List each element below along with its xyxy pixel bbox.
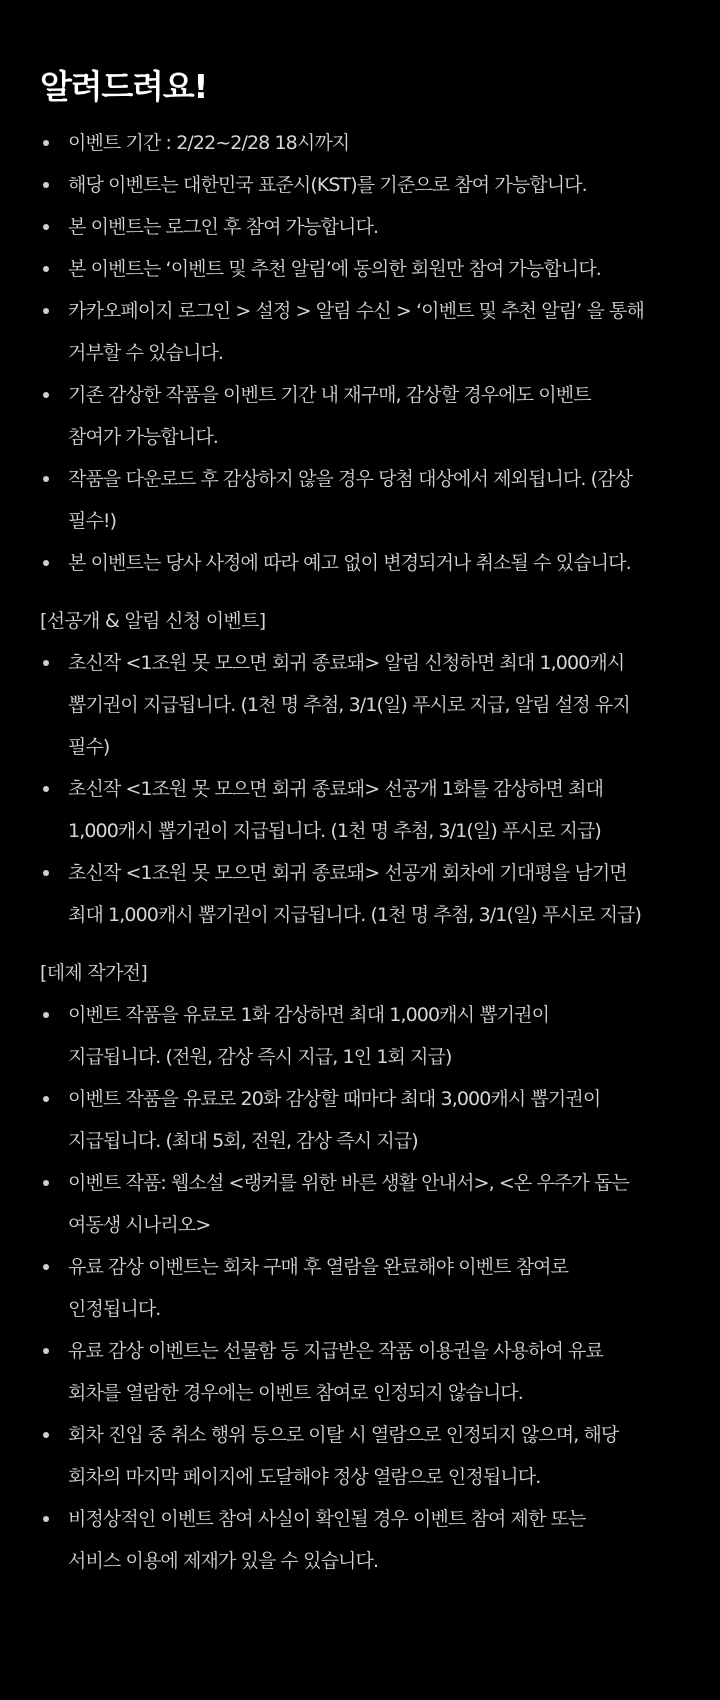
bullet-dot-icon: [43, 140, 49, 146]
list-item: [40, 1246, 680, 1330]
section-heading-author-event: [데제 작가전]: [40, 962, 148, 984]
list-item: [40, 206, 680, 248]
list-item: [40, 164, 680, 206]
list-item: [40, 1078, 680, 1162]
list-item-text: 비정상적인 이벤트 참여 사실이 확인될 경우 이벤트 참여 제한 또는 서비스 이용에 제재가 있을 수 있습니다.: [68, 1508, 586, 1572]
section-heading-preview-event: [선공개 & 알림 신청 이벤트]: [40, 610, 266, 632]
list-item-text: 이벤트 작품을 유료로 1화 감상하면 최대 1,000캐시 뽑기권이 지급됩니다. (전원, 감상 즉시 지급, 1인 1회 지급): [68, 1004, 550, 1068]
list-item: [40, 1414, 680, 1498]
bullet-dot-icon: [43, 182, 49, 188]
bullet-dot-icon: [43, 1516, 49, 1522]
list-item-text: 회차 진입 중 취소 행위 등으로 이탈 시 열람으로 인정되지 않으며, 해당 회차의 마지막 페이지에 도달해야 정상 열람으로 인정됩니다.: [68, 1424, 619, 1488]
bullet-dot-icon: [43, 476, 49, 482]
list-item: [40, 852, 680, 936]
list-item: [40, 642, 680, 768]
bullet-dot-icon: [43, 1264, 49, 1270]
bullet-dot-icon: [43, 1012, 49, 1018]
bullet-dot-icon: [43, 1432, 49, 1438]
list-item-text: 해당 이벤트는 대한민국 표준시(KST)를 기준으로 참여 가능합니다.: [68, 174, 587, 196]
bullet-dot-icon: [43, 266, 49, 272]
list-item-text: 이벤트 작품을 유료로 20화 감상할 때마다 최대 3,000캐시 뽑기권이 지급됩니다. (최대 5회, 전원, 감상 즉시 지급): [68, 1088, 601, 1152]
bullet-dot-icon: [43, 392, 49, 398]
list-item-text: 본 이벤트는 당사 사정에 따라 예고 없이 변경되거나 취소될 수 있습니다.: [68, 552, 631, 574]
bullet-dot-icon: [43, 224, 49, 230]
list-item-text: 유료 감상 이벤트는 회차 구매 후 열람을 완료해야 이벤트 참여로 인정됩니다.: [68, 1256, 569, 1320]
list-item: [40, 248, 680, 290]
author-event-list: [40, 994, 680, 1582]
bullet-dot-icon: [43, 560, 49, 566]
bullet-dot-icon: [43, 1180, 49, 1186]
list-item: [40, 290, 680, 374]
bullet-dot-icon: [43, 660, 49, 666]
list-item-text: 초신작 <1조원 못 모으면 회귀 종료돼> 선공개 1화를 감상하면 최대 1,000캐시 뽑기권이 지급됩니다. (1천 명 추첨, 3/1(일) 푸시로 지급): [68, 778, 604, 842]
list-item-text: 유료 감상 이벤트는 선물함 등 지급받은 작품 이용권을 사용하여 유료 회차를 열람한 경우에는 이벤트 참여로 인정되지 않습니다.: [68, 1340, 603, 1404]
list-item-text: 초신작 <1조원 못 모으면 회귀 종료돼> 알림 신청하면 최대 1,000캐시 뽑기권이 지급됩니다. (1천 명 추첨, 3/1(일) 푸시로 지급, 알림 설정 유지 필수): [68, 652, 630, 758]
list-item-text: 이벤트 기간 : 2/22~2/28 18시까지: [68, 132, 350, 154]
bullet-dot-icon: [43, 786, 49, 792]
bullet-dot-icon: [43, 1348, 49, 1354]
list-item-text: 카카오페이지 로그인 > 설정 > 알림 수신 > ‘이벤트 및 추천 알림’ 을 통해 거부할 수 있습니다.: [68, 300, 644, 364]
list-item: [40, 458, 680, 542]
bullet-dot-icon: [43, 308, 49, 314]
list-item: [40, 768, 680, 852]
list-item-text: 기존 감상한 작품을 이벤트 기간 내 재구매, 감상할 경우에도 이벤트 참여가 가능합니다.: [68, 384, 591, 448]
list-item-text: 작품을 다운로드 후 감상하지 않을 경우 당첨 대상에서 제외됩니다. (감상 필수!): [68, 468, 633, 532]
list-item: [40, 1330, 680, 1414]
list-item: [40, 1162, 680, 1246]
list-item-text: 이벤트 작품: 웹소설 <랭커를 위한 바른 생활 안내서>, <온 우주가 돕는 여동생 시나리오>: [68, 1172, 629, 1236]
preview-event-list: [40, 642, 680, 936]
list-item-text: 본 이벤트는 ‘이벤트 및 추천 알림’에 동의한 회원만 참여 가능합니다.: [68, 258, 601, 280]
list-item: [40, 994, 680, 1078]
list-item: [40, 374, 680, 458]
notice-title: 알려드려요!: [40, 67, 208, 106]
list-item: [40, 122, 680, 164]
bullet-dot-icon: [43, 870, 49, 876]
general-notice-list: [40, 122, 680, 584]
bullet-dot-icon: [43, 1096, 49, 1102]
list-item-text: 본 이벤트는 로그인 후 참여 가능합니다.: [68, 216, 379, 238]
list-item: [40, 1498, 680, 1582]
list-item-text: 초신작 <1조원 못 모으면 회귀 종료돼> 선공개 회차에 기대평을 남기면 최대 1,000캐시 뽑기권이 지급됩니다. (1천 명 추첨, 3/1(일) 푸시로 지급): [68, 862, 641, 926]
list-item: [40, 542, 680, 584]
